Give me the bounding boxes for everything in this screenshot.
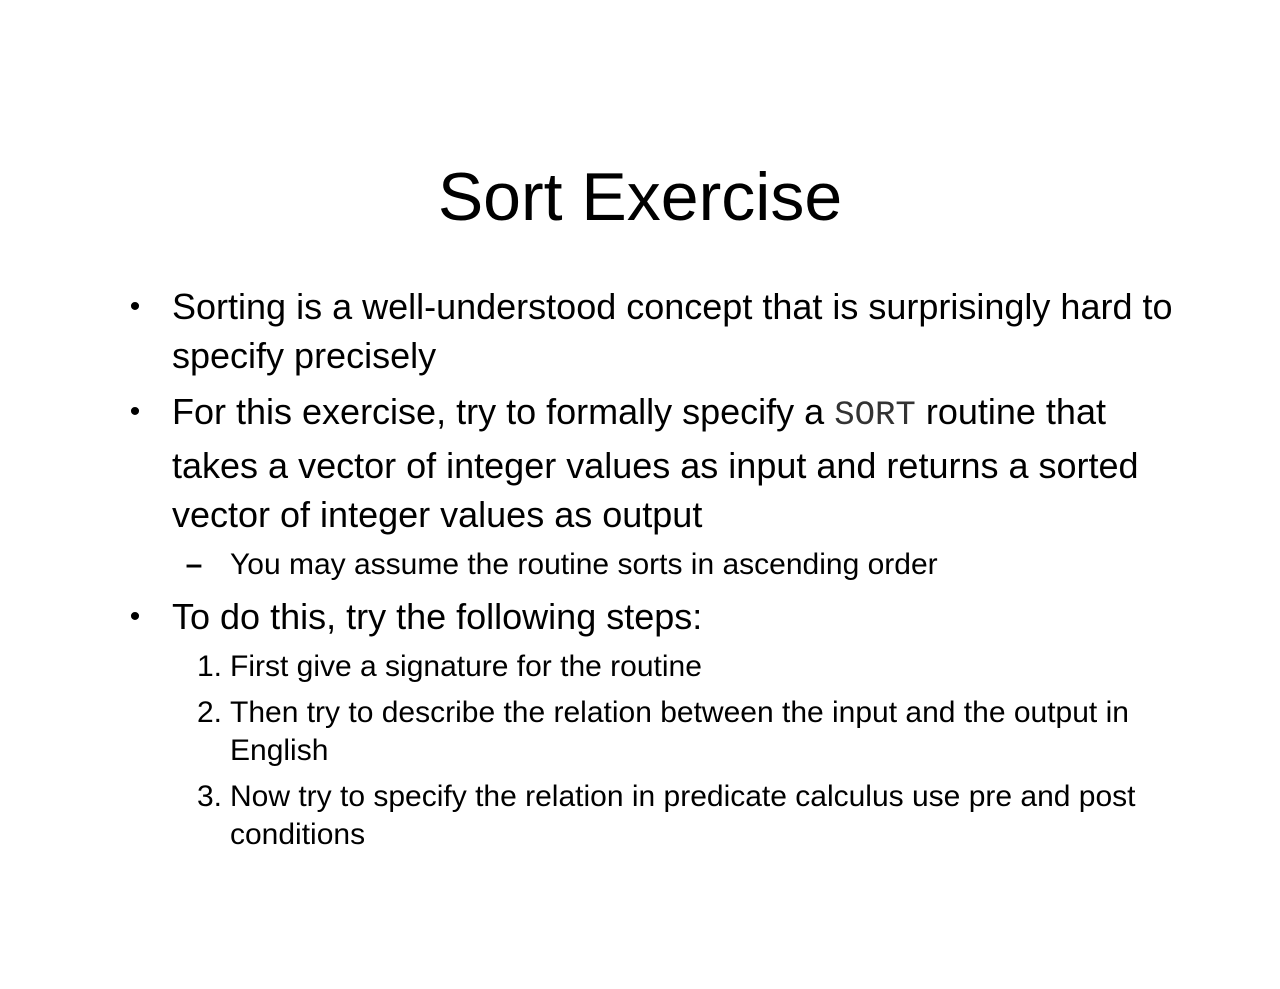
numbered-step bbox=[120, 648, 1180, 686]
bullet-text: Sorting is a well-understood concept that is surprisingly hard to specify precisely bbox=[172, 286, 1173, 376]
step-text: First give a signature for the routine bbox=[230, 650, 702, 683]
bullet-item bbox=[120, 282, 1180, 380]
sub-bullet-text: You may assume the routine sorts in ascending order bbox=[230, 548, 938, 581]
bullet-item bbox=[120, 592, 1180, 641]
bullet-icon: • bbox=[129, 290, 141, 323]
bullet-item bbox=[120, 387, 1180, 539]
code-term: SORT bbox=[834, 397, 916, 435]
numbered-step bbox=[120, 778, 1180, 854]
numbered-step bbox=[120, 694, 1180, 770]
step-number: 1. bbox=[196, 650, 222, 683]
sub-bullet-item bbox=[120, 546, 1180, 584]
bullet-text-continued: routine that takes a vector of integer values as input and returns a sorted vector of integer values as output bbox=[172, 391, 1139, 535]
bullet-text: To do this, try the following steps: bbox=[172, 596, 703, 637]
step-number: 2. bbox=[196, 696, 222, 729]
bullet-icon: • bbox=[129, 600, 141, 633]
step-number: 3. bbox=[196, 780, 222, 813]
bullet-text: For this exercise, try to formally specify a bbox=[172, 391, 825, 432]
bullet-icon: • bbox=[129, 395, 141, 428]
slide-title: Sort Exercise bbox=[437, 159, 843, 235]
slide-content bbox=[120, 282, 1180, 862]
dash-icon: – bbox=[185, 548, 203, 581]
step-text: Then try to describe the relation between the input and the output in English bbox=[230, 696, 1129, 767]
step-text: Now try to specify the relation in predicate calculus use pre and post conditions bbox=[230, 780, 1136, 851]
